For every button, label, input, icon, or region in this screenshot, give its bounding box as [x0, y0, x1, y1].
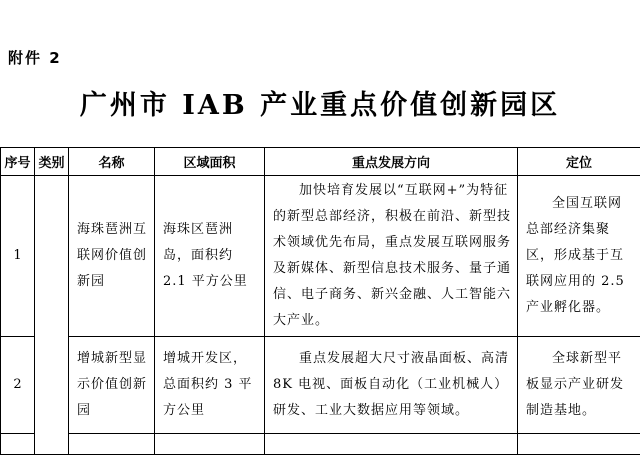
row-positioning — [518, 434, 640, 455]
row-positioning-text: 全国互联网总部经济集聚区，形成基于互联网应用的 2.5 产业孵化器。 — [518, 191, 640, 321]
row-area — [155, 176, 265, 337]
row-area-text: 增城开发区，总面积约 3 平方公里 — [155, 346, 264, 424]
row-index — [1, 434, 35, 455]
table-row — [1, 176, 640, 337]
row-area — [155, 434, 265, 455]
row-category — [35, 176, 69, 455]
row-name — [69, 337, 155, 434]
row-direction — [265, 337, 518, 434]
table-row — [1, 337, 640, 434]
attachment-label: 附件 2 — [8, 47, 62, 68]
header-direction: 重点发展方向 — [265, 148, 518, 176]
row-name-text: 增城新型显示价值创新园 — [69, 346, 154, 424]
row-direction-text: 重点发展超大尺寸液晶面板、高清 8K 电视、面板自动化（工业机械人）研发、工业大数据应用等领域。 — [265, 346, 517, 424]
document-title: 广州市 IAB 产业重点价值创新园区 — [0, 83, 640, 122]
table-row-partial — [1, 434, 640, 455]
park-table — [0, 147, 640, 455]
row-index: 2 — [1, 337, 35, 434]
row-name-text: 海珠琶洲互联网价值创新园 — [69, 217, 154, 295]
table-header-row — [1, 148, 640, 176]
row-direction — [265, 176, 518, 337]
row-index: 1 — [1, 176, 35, 337]
row-area-text: 海珠区琶洲岛，面积约 2.1 平方公里 — [155, 217, 264, 295]
row-direction — [265, 434, 518, 455]
row-name — [69, 434, 155, 455]
row-positioning — [518, 337, 640, 434]
header-name: 名称 — [69, 148, 155, 176]
header-area: 区域面积 — [155, 148, 265, 176]
row-positioning-text: 全球新型平板显示产业研发制造基地。 — [518, 346, 640, 424]
header-positioning: 定位 — [518, 148, 640, 176]
header-category: 类别 — [35, 148, 69, 176]
row-positioning — [518, 176, 640, 337]
header-index: 序号 — [1, 148, 35, 176]
row-direction-text: 加快培育发展以“互联网+”为特征的新型总部经济，积极在前沿、新型技术领域优先布局，重点发展互联网服务及新媒体、新型信息技术服务、量子通信、电子商务、新兴金融、人工智能六大产业。 — [265, 178, 517, 334]
row-area — [155, 337, 265, 434]
row-name — [69, 176, 155, 337]
